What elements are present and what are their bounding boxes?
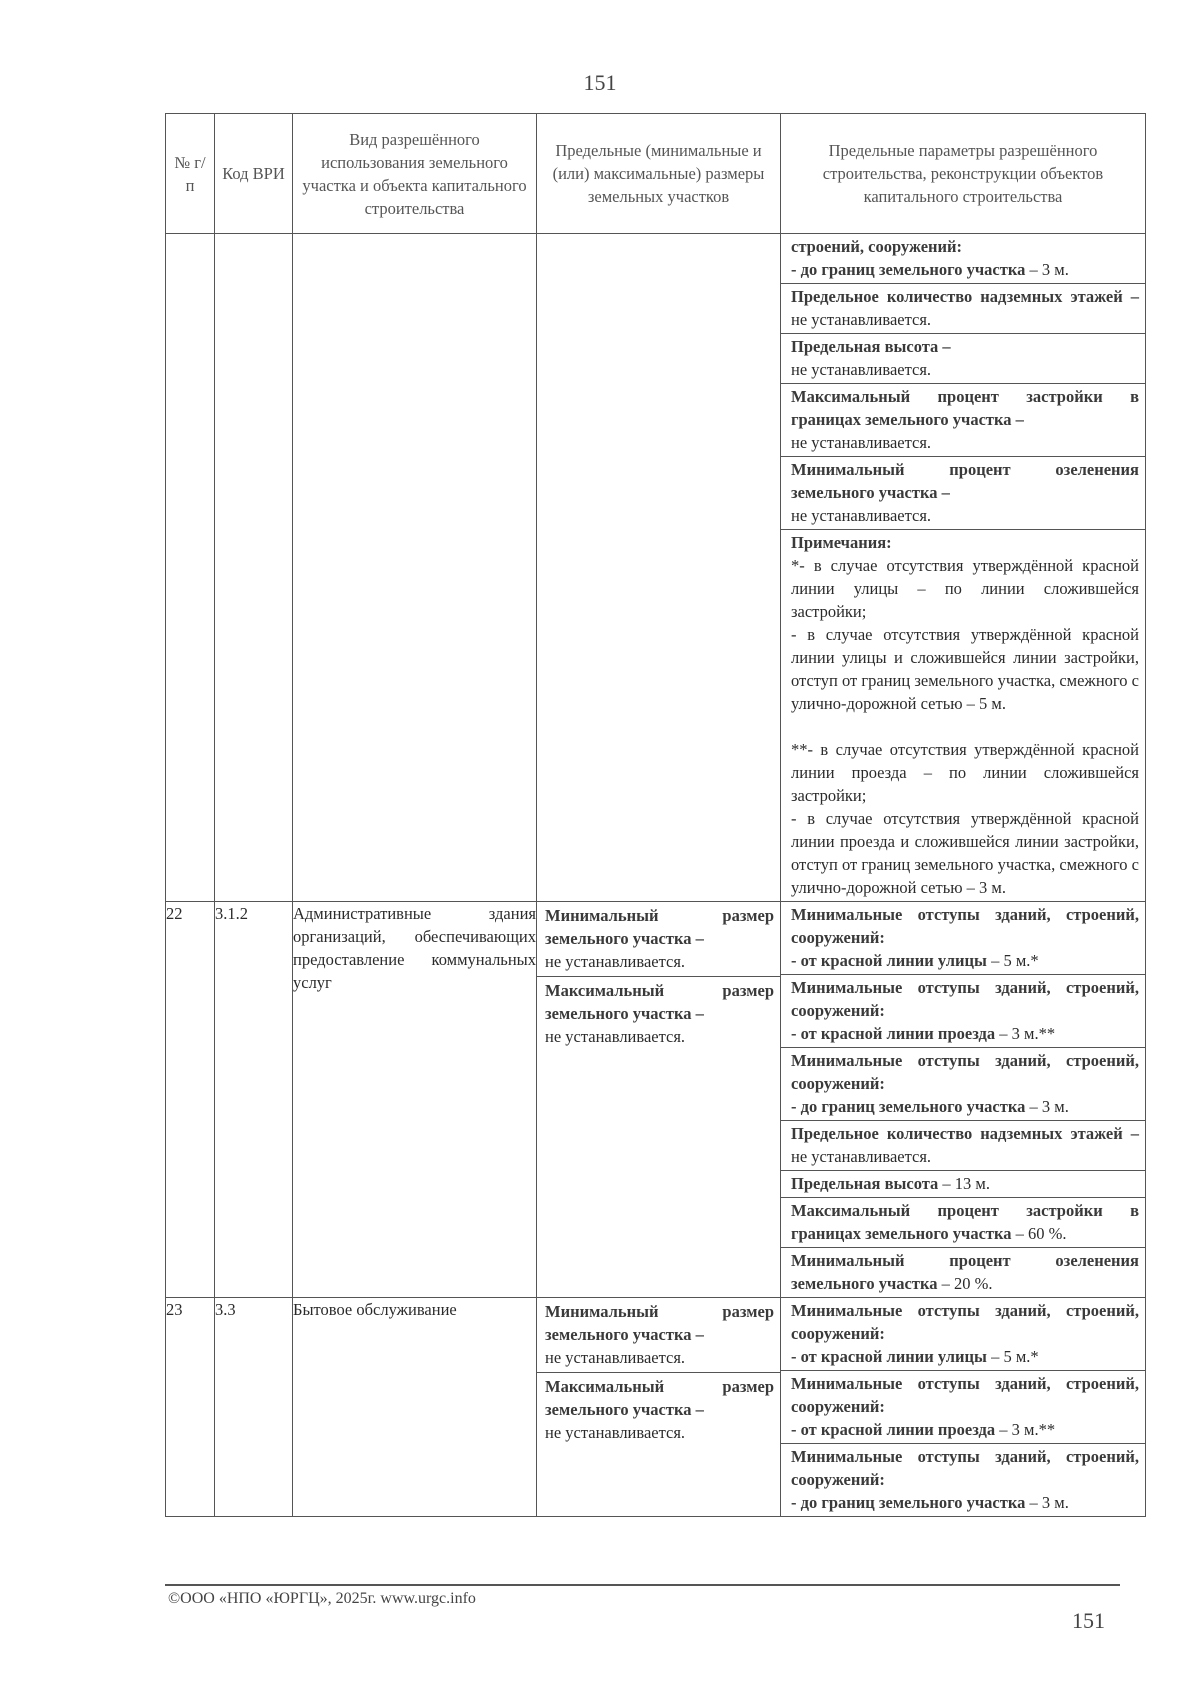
table-row	[166, 902, 1146, 1298]
page-number-bottom: 151	[1072, 1608, 1105, 1633]
footer-divider	[165, 1584, 1120, 1586]
param-item: Минимальный процент озеленения земельного участка – 20 %.	[791, 1251, 1139, 1293]
cont-code-cell	[215, 234, 293, 902]
param-item: Минимальные отступы зданий, строений, сооружений: - от красной линии улицы – 5 м.*	[781, 902, 1145, 975]
footer-copyright: ©ООО «НПО «ЮРГЦ», 2025г. www.urgc.info	[168, 1590, 476, 1607]
header-num: № г/п	[166, 114, 215, 234]
row22-size-cell	[537, 902, 781, 1298]
param-item: Минимальные отступы зданий, строений, сооружений: - от красной линии проезда – 3 м.**	[781, 975, 1145, 1048]
header-params: Предельные параметры разрешённого строительства, реконструкции объектов капитального строительства	[781, 114, 1146, 234]
header-type: Вид разрешённого использования земельного участка и объекта капитального строительства	[293, 114, 537, 234]
param-item: Минимальные отступы зданий, строений, сооружений: - от красной линии проезда – 3 м.**	[781, 1371, 1145, 1444]
cont-num-cell	[166, 234, 215, 902]
param-item: Предельное количество надземных этажей – не устанавливается.	[781, 1121, 1145, 1171]
size-item: Максимальный размер земельного участка – не устанавливается.	[545, 1377, 774, 1442]
param-item: Максимальный процент застройки в границах земельного участка – не устанавливается.	[781, 384, 1145, 457]
header-code: Код ВРИ	[215, 114, 293, 234]
table-header-row	[166, 114, 1146, 234]
regulations-table	[165, 113, 1146, 1517]
table-row	[166, 1298, 1146, 1517]
cont-type-cell	[293, 234, 537, 902]
row23-num: 23	[166, 1298, 215, 1517]
header-size: Предельные (минимальные и (или) максимальные) размеры земельных участков	[537, 114, 781, 234]
param-item: Минимальные отступы зданий, строений, сооружений: - до границ земельного участка – 3 м.	[791, 1447, 1139, 1512]
param-item: Предельная высота – не устанавливается.	[781, 334, 1145, 384]
row23-size-cell	[537, 1298, 781, 1517]
row22-code: 3.1.2	[215, 902, 293, 1298]
cont-size-cell	[537, 234, 781, 902]
size-item: Минимальный размер земельного участка – не устанавливается.	[537, 902, 780, 977]
row22-params-cell	[781, 902, 1146, 1298]
size-item: Максимальный размер земельного участка – не устанавливается.	[545, 981, 774, 1046]
row23-type: Бытовое обслуживание	[293, 1298, 537, 1517]
cont-params-cell	[781, 234, 1146, 902]
row22-type: Административные здания организаций, обеспечивающих предоставление коммунальных услуг	[293, 902, 537, 1298]
table-row	[166, 234, 1146, 902]
row23-code: 3.3	[215, 1298, 293, 1517]
param-item: Минимальные отступы зданий, строений, сооружений: - до границ земельного участка – 3 м.	[781, 1048, 1145, 1121]
param-item: Максимальный процент застройки в границах земельного участка – 60 %.	[781, 1198, 1145, 1248]
param-item: строений, сооружений: - до границ земельного участка – 3 м.	[781, 234, 1145, 284]
page-number-top: 151	[583, 70, 617, 95]
param-item: Минимальные отступы зданий, строений, сооружений: - от красной линии улицы – 5 м.*	[781, 1298, 1145, 1371]
param-item: Предельное количество надземных этажей – не устанавливается.	[781, 284, 1145, 334]
param-item: Минимальный процент озеленения земельного участка – не устанавливается.	[781, 457, 1145, 530]
param-item: Предельная высота – 13 м.	[781, 1171, 1145, 1198]
row22-num: 22	[166, 902, 215, 1298]
size-item: Минимальный размер земельного участка – не устанавливается.	[537, 1298, 780, 1373]
row23-params-cell	[781, 1298, 1146, 1517]
notes-item: Примечания: *- в случае отсутствия утверждённой красной линии улицы – по линии сложившейся застройки; - в случае отсутствия утверждённой красной линии улицы и сложившейся линии застройки, отступ от границ земельного участка, смежного с улично-дорожной сетью – 5 м. **- в случае отсутствия утверждённой красной линии проезда – по линии сложившейся застройки; - в случае отсутствия утверждённой красной линии проезда и сложившейся линии застройки, отступ от границ земельного участка, смежного с улично-дорожной сетью – 3 м.	[791, 533, 1139, 897]
